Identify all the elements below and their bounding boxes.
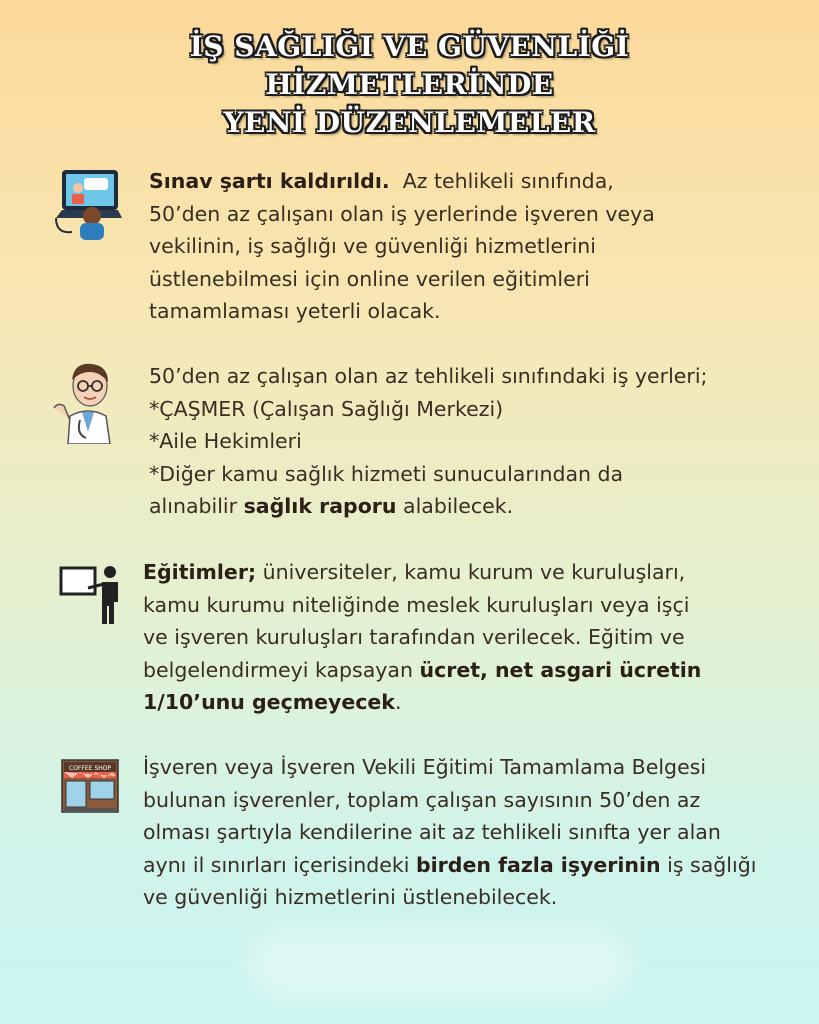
fee-bold: ücret, net asgari ücretin [419,657,702,682]
shop-sign-text: COFFEE SHOP [69,765,111,772]
section-4-text: İşveren veya İşveren Vekili Eğitimi Tamamlama Belgesi bulunan işverenler, toplam çalışan sayısının 50’den az olması şartıyla kendilerine ait az tehlikeli sınıfta yer alan aynı il sınırları içerisindeki birden fazla işyerinin iş sağlığı ve güvenliği hizmetlerini üstlenebilecek. [143,755,757,909]
teacher-board-icon [58,562,126,626]
trainings-bold: Eğitimler; [143,560,257,584]
background-blur [250,930,630,1000]
title-line-1: İŞ SAĞLIĞI VE GÜVENLİĞİ [189,30,630,63]
title-line-2: HİZMETLERİNDE [265,68,554,101]
fee-limit-bold: 1/10’unu geçmeyecek [143,690,395,714]
section-2-text: 50’den az çalışan olan az tehlikeli sınıfındaki iş yerleri; *ÇAŞMER (Çalışan Sağlığı Merkezi) *Aile Hekimleri *Diğer kamu sağlık hizmeti sunucularından da alınabilir sağlık raporu alabilecek. [149,364,708,518]
multiple-workplaces-bold: birden fazla işyerinin [415,852,661,877]
health-report-bold: sağlık raporu [243,494,397,518]
section-1-bold: Sınav şartı kaldırıldı. [149,169,390,193]
page-title [0,28,819,142]
doctor-icon [50,360,124,444]
section-3-text: Eğitimler; üniversiteler, kamu kurum ve kuruluşları, kamu kurumu niteliğinde meslek kuruluşları veya işçi ve işveren kuruluşları tarafından verilecek. Eğitim ve belgelendirmeyi kapsayan ücret, net asgari ücretin 1/10’unu geçmeyecek. [143,560,702,714]
coffee-shop-icon [60,758,120,814]
section-1-text: Sınav şartı kaldırıldı. Az tehlikeli sınıfında, 50’den az çalışanı olan iş yerlerinde işveren veya vekilinin, iş sağlığı ve güvenliği hizmetlerini üstlenebilmesi için online verilen eğitimleri tamamlaması yeterli olacak. [149,169,655,323]
title-line-3: YENİ DÜZENLEMELER [223,106,596,139]
online-training-icon [54,168,124,240]
